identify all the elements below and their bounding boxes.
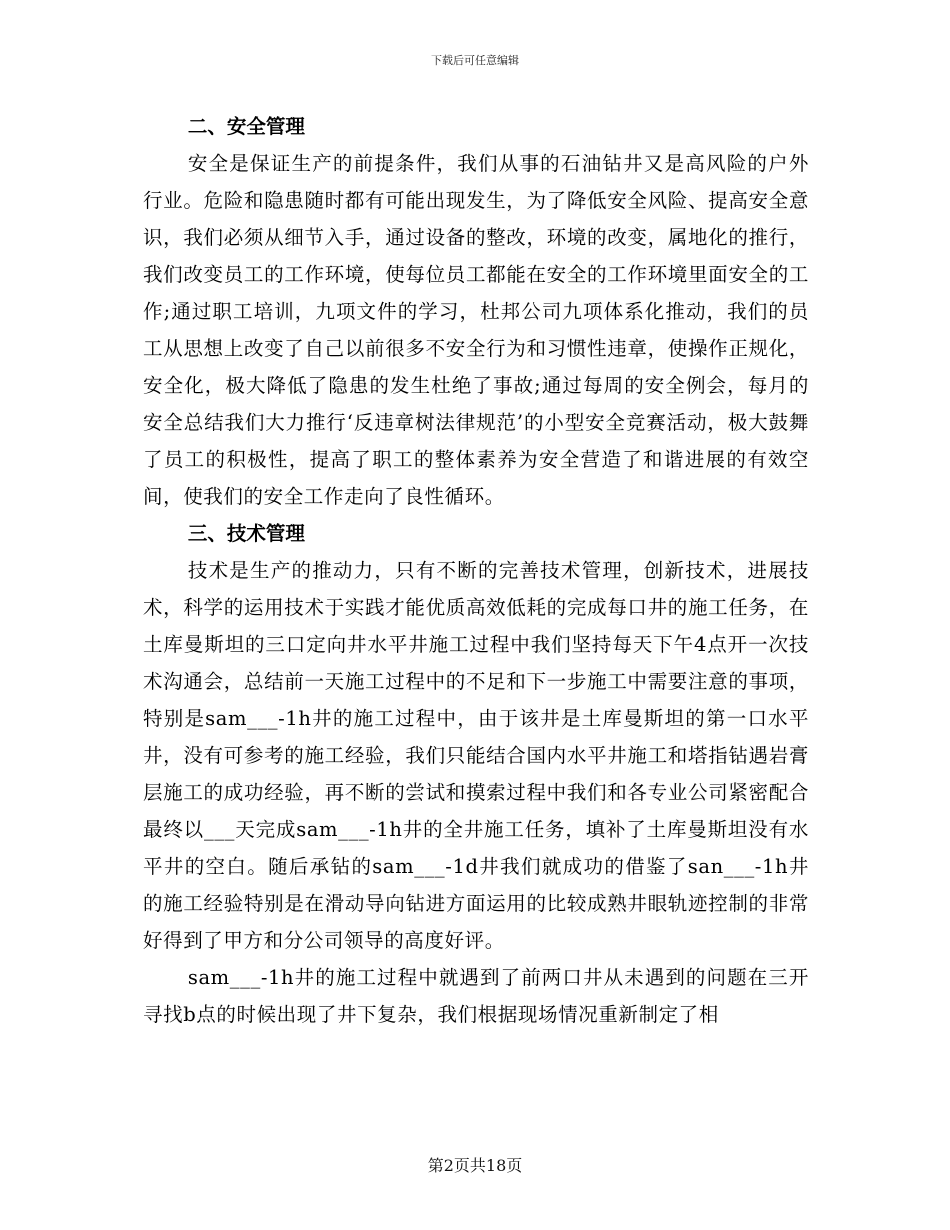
paragraph-safety: 安全是保证生产的前提条件，我们从事的石油钻井又是高风险的户外行业。危险和隐患随时都有可能出现发生，为了降低安全风险、提高安全意识，我们必须从细节入手，通过设备的整改，环境的改变，属地化的推行，我们改变员工的工作环境，使每位员工都能在安全的工作环境里面安全的工作;通过职工培训，九项文件的学习，杜邦公司九项体系化推动，我们的员工从思想上改变了自己以前很多不安全行为和习惯性违章，使操作正规化，安全化，极大降低了隐患的发生杜绝了事故;通过每周的安全例会，每月的安全总结我们大力推行‘反违章树法律规范’的小型安全竞赛活动，极大鼓舞了员工的积极性，提高了职工的整体素养为安全营造了和谐进展的有效空间，使我们的安全工作走向了良性循环。: [143, 152, 809, 508]
page-header-note: 下载后可任意编辑: [431, 54, 519, 67]
section-heading-safety: 二、安全管理: [187, 115, 305, 138]
section-heading-technology: 三、技术管理: [187, 522, 305, 545]
paragraph-technology: 技术是生产的推动力，只有不断的完善技术管理，创新技术，进展技术，科学的运用技术于实践才能优质高效低耗的完成每口井的施工任务，在土库曼斯坦的三口定向井水平井施工过程中我们坚持每天下午4点开一次技术沟通会，总结前一天施工过程中的不足和下一步施工中需要注意的事项，特别是sam___-1h井的施工过程中，由于该井是土库曼斯坦的第一口水平井，没有可参考的施工经验，我们只能结合国内水平井施工和塔指钻遇岩膏层施工的成功经验，再不断的尝试和摸索过程中我们和各专业公司紧密配合最终以___天完成sam___-1h井的全井施工任务，填补了土库曼斯坦没有水平井的空白。随后承钻的sam___-1d井我们就成功的借鉴了san___-1h井的施工经验特别是在滑动导向钻进方面运用的比较成熟井眼轨迹控制的非常好得到了甲方和分公司领导的高度好评。: [143, 559, 809, 952]
page-number-footer: 第2页共18页: [427, 1156, 523, 1175]
paragraph-technology-continued: sam___-1h井的施工过程中就遇到了前两口井从未遇到的问题在三开寻找b点的时候出现了井下复杂，我们根据现场情况重新制定了相: [143, 966, 809, 1026]
document-body: [143, 108, 809, 1033]
